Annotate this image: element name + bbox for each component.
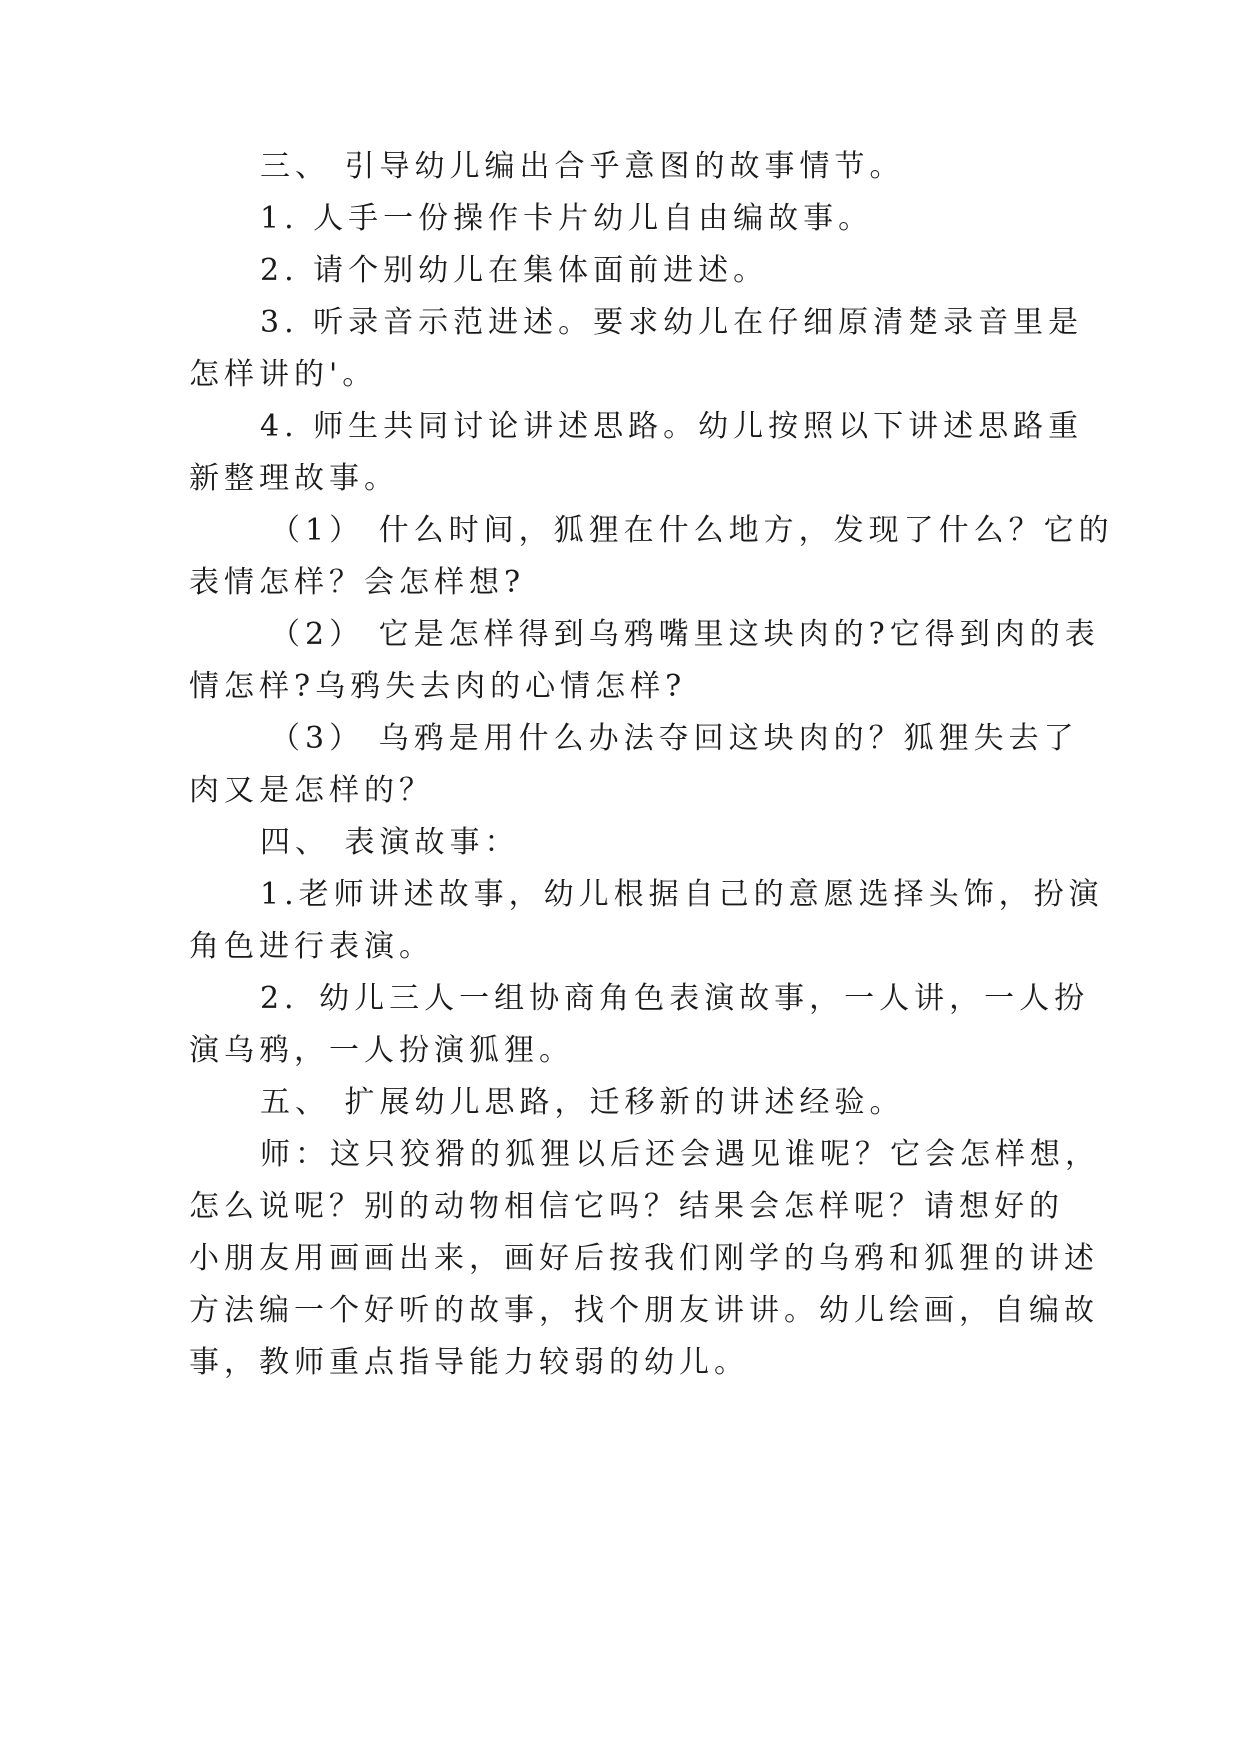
performance-step-1-line-2: 角色进行表演。 [189,929,434,964]
section-heading-4: 四、 表演故事： [260,825,520,860]
step-2: 2. 请个别幼儿在集体面前进述。 [260,253,769,288]
step-3-line-1: 3. 听录音示范进述。要求幼儿在仔细原清楚录音里是 [260,305,1084,340]
question-1-line-1: （1） 什么时间，狐狸在什么地方，发现了什么？它的 [270,513,1114,548]
teacher-paragraph-line-5: 事，教师重点指导能力较弱的幼儿。 [189,1345,749,1380]
teacher-paragraph-line-3: 小朋友用画画出来，画好后按我们刚学的乌鸦和狐狸的讲述 [189,1241,1099,1276]
teacher-paragraph-line-1: 师：这只狡猾的狐狸以后还会遇见谁呢？它会怎样想， [260,1137,1100,1172]
section-heading-5: 五、 扩展幼儿思路，迁移新的讲述经验。 [260,1085,905,1120]
question-3-line-2: 肉又是怎样的？ [189,773,434,808]
step-3-line-2: 怎样讲的'。 [189,357,378,392]
performance-step-1-line-1: 1.老师讲述故事，幼儿根据自己的意愿选择头饰，扮演 [260,877,1104,912]
question-2-line-2: 情怎样?乌鸦失去肉的心情怎样? [189,669,687,704]
teacher-paragraph-line-2: 怎么说呢？别的动物相信它吗？结果会怎样呢？请想好的 [189,1189,1064,1224]
step-4-line-2: 新整理故事。 [189,461,399,496]
performance-step-2-line-1: 2．幼儿三人一组协商角色表演故事，一人讲，一人扮 [260,981,1090,1016]
question-1-line-2: 表情怎样？会怎样想? [189,565,526,600]
section-heading-3: 三、 引导幼儿编出合乎意图的故事情节。 [260,149,905,184]
question-3-line-1: （3） 乌鸦是用什么办法夺回这块肉的？狐狸失去了 [270,721,1079,756]
teacher-paragraph-line-4: 方法编一个好听的故事，找个朋友讲讲。幼儿绘画，自编故 [189,1293,1099,1328]
question-2-line-1: （2） 它是怎样得到乌鸦嘴里这块肉的?它得到肉的表 [270,617,1100,652]
performance-step-2-line-2: 演乌鸦，一人扮演狐狸。 [189,1033,574,1068]
step-1: 1. 人手一份操作卡片幼儿自由编故事。 [260,201,874,236]
step-4-line-1: 4. 师生共同讨论讲述思路。幼儿按照以下讲述思路重 [260,409,1084,444]
